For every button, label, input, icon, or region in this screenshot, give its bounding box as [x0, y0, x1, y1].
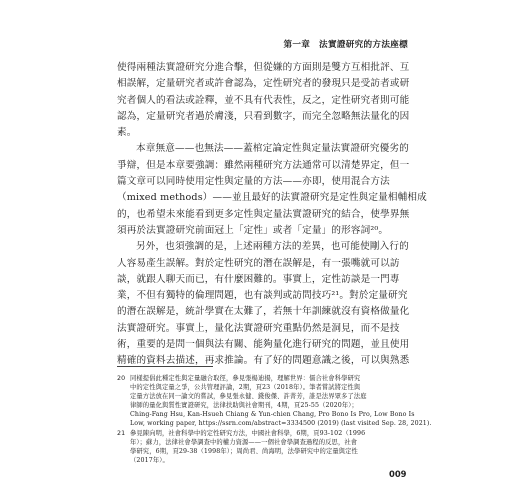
body-line: 術，重要的是問一個與法有關、能夠量化進行研究的問題，並且使用: [117, 339, 410, 351]
body-line: 相誤解，定量研究者或許會認為，定性研究者的發現只是受訪者或研: [117, 78, 410, 90]
body-line: 爭辯，但是本章要強調：雖然兩種研究方法通常可以清楚界定，但一: [117, 159, 410, 171]
body-line: 的，也希望未來能看到更多定性與定量法實證研究的結合，使學界無: [117, 208, 410, 220]
footnote-line: 定量方法放在同一論文的嘗試，參見張永健、錢俊傑、許菁芳，誰是法界眾多了法庭: [130, 393, 367, 401]
body-line: 本章無意——也無法——蓋棺定論定性與定量法實證研究優劣的: [136, 143, 409, 155]
body-line: 人容易產生誤解。對於定性研究的潛在誤解是，有一張嘴就可以訪: [117, 257, 400, 269]
footnote-line: Ching-Fang Hsu, Kan-Hsueh Chiang & Yun-chien Chang, Pro Bono Is Pro, Low Bono Is: [130, 411, 415, 419]
body-line: 篇文章可以同時使用定性與定量的方法——亦即，使用混合方法: [117, 176, 390, 188]
footnote-line: Low, working paper, https://ssrn.com/abstract=3334500 (2019) (last visited Sep. 28, 2021).: [130, 420, 432, 428]
body-line: 素。: [117, 127, 137, 139]
footnote-text: 同樣提倡此種定性與定量融合取徑，參見張楊迪揚，理解世界：儒合社會科學研究: [130, 375, 361, 382]
page-number: 009: [389, 469, 407, 479]
body-line: 使得兩種法實證研究分進合擊，但從嫌的方面則是雙方互相批評、互: [117, 62, 410, 73]
body-line: 認為，定量研究者過於膚淺，只看到數字，而完全忽略無法量化的因: [117, 110, 410, 122]
footnotes: [117, 374, 432, 465]
footnote-line: [117, 429, 409, 438]
footnote-line: [117, 374, 409, 383]
footnote-line: 律師的量化與質性實證研究，法律扶助與社會期刊，4期，頁25-55（2020年）；: [130, 402, 358, 410]
body-line: 業，不但有獨特的倫理問題，也有談判或訪問技巧²¹。對於定量研究: [117, 290, 408, 302]
body-line: 法實證研究。事實上，量化法實證研究重點仍然是洞見，而不是技: [117, 322, 400, 334]
footnote-line: 學研究，6期，頁29-38（1998年）；周尚君、尚海明，法學研究中的定量與定性: [130, 447, 358, 455]
body-line: 談，就跟人聊天而已，有什麼困難的。事實上，定性訪談是一門專: [117, 273, 400, 285]
footnote-number: 21: [117, 429, 126, 437]
footnote-line: 年）；蘇力，法律社會學調查中的權力資源——一個社會學調查過程的反思，社會: [130, 438, 358, 446]
running-header: 第一章 法實證研究的方法座標: [283, 40, 408, 50]
footnote-line: （2017年）。: [130, 456, 169, 464]
body-text: [117, 60, 427, 370]
body-line: 的潛在誤解是，統計學實在太難了，若無十年訓練就沒有資格做量化: [117, 306, 410, 318]
footnote-line: 中的定性與定量之爭，公共管理評論，2期，頁23（2018年）。筆者嘗試將定性與: [130, 384, 361, 392]
footnote-divider: [117, 366, 213, 367]
body-line: 究者個人的看法或詮釋，並不具有代表性，反之，定性研究者則可能: [117, 94, 410, 106]
body-line: 精確的資料去描述，再求推論。有了好的問題意識之後，可以與熟悉: [117, 355, 410, 367]
body-line: （mixed methods）——並且最好的法實證研究是定性與定量相輔相成: [117, 192, 427, 204]
footnote-text: 參見陳向明，社會科學中的定性研究方法，中國社會科學，6期，頁93-102（1996: [130, 429, 366, 437]
footnote-number: 20: [117, 375, 126, 382]
body-line: 另外，也須強調的是，上述兩種方法的差異，也可能使剛入行的: [136, 241, 409, 253]
body-line: 須再於法實證研究前面冠上「定性」或者「定量」的形容詞²⁰。: [117, 224, 389, 236]
